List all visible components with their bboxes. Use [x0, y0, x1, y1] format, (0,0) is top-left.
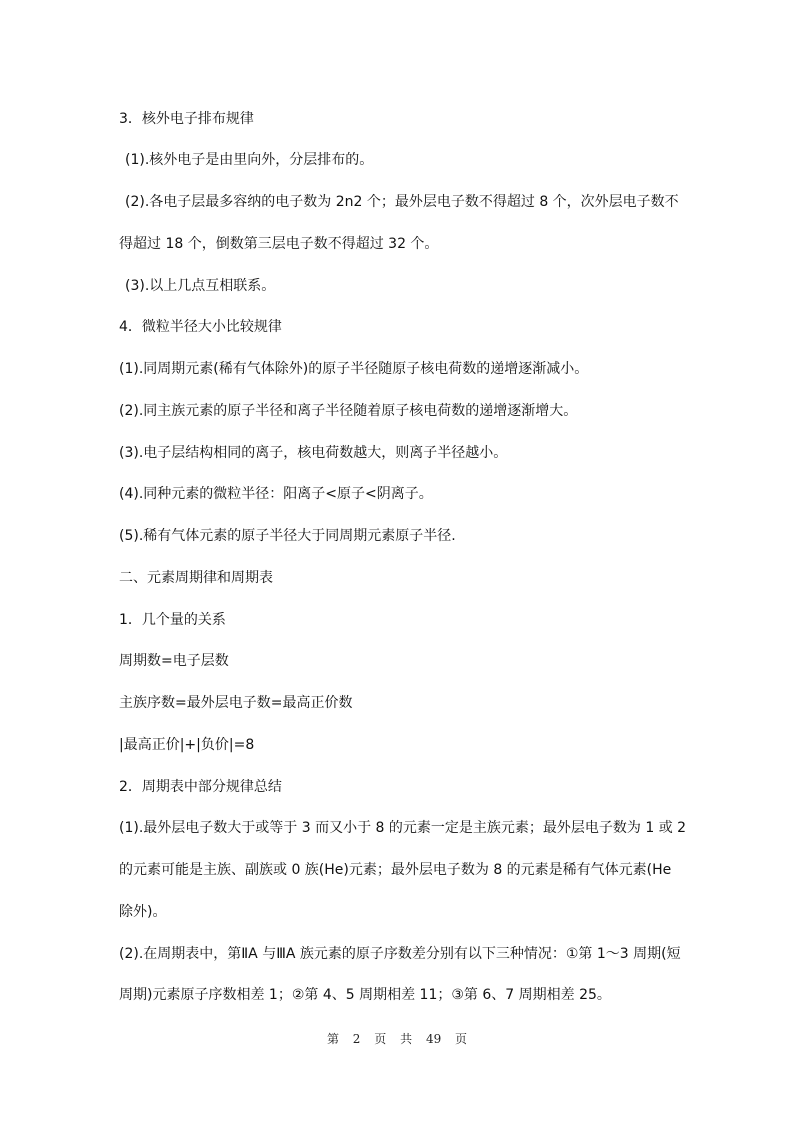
heading-electron-arrangement: 3．核外电子排布规律 — [119, 111, 254, 127]
heading-quantity-relations: 1．几个量的关系 — [119, 612, 226, 628]
footer-middle2: 共 — [400, 1032, 413, 1046]
paragraph-line: (2).各电子层最多容纳的电子数为 2n2 个；最外层电子数不得超过 8 个，次外层电子数不 — [125, 194, 679, 210]
footer-prefix: 第 — [326, 1032, 339, 1046]
paragraph-line: 除外)。 — [119, 904, 167, 920]
paragraph-line: (1).核外电子是由里向外，分层排布的。 — [125, 152, 374, 168]
paragraph-line: 得超过 18 个，倒数第三层电子数不得超过 32 个。 — [119, 236, 439, 252]
paragraph-line: 主族序数=最外层电子数=最高正价数 — [119, 695, 353, 711]
paragraph-line: (2).同主族元素的原子半径和离子半径随着原子核电荷数的递增逐渐增大。 — [119, 403, 578, 419]
paragraph-line: 周期)元素原子序数相差 1；②第 4、5 周期相差 11；③第 6、7 周期相差 25。 — [119, 987, 611, 1003]
paragraph-line: (3).电子层结构相同的离子，核电荷数越大，则离子半径越小。 — [119, 445, 508, 461]
paragraph-line: (1).最外层电子数大于或等于 3 而又小于 8 的元素一定是主族元素；最外层电子数为 1 或 2 — [119, 820, 687, 836]
footer-page-number: 2 — [352, 1032, 361, 1046]
footer-total-pages: 49 — [425, 1032, 442, 1046]
paragraph-line: 周期数=电子层数 — [119, 653, 229, 669]
paragraph-line: |最高正价|+|负价|=8 — [119, 737, 255, 753]
paragraph-line: (1).同周期元素(稀有气体除外)的原子半径随原子核电荷数的递增逐渐减小。 — [119, 361, 589, 377]
page-footer — [0, 1030, 794, 1047]
footer-suffix: 页 — [455, 1032, 468, 1046]
section-heading-periodic-law: 二、元素周期律和周期表 — [119, 570, 273, 586]
heading-periodic-table-rules: 2．周期表中部分规律总结 — [119, 779, 282, 795]
paragraph-line: (4).同种元素的微粒半径：阳离子<原子<阴离子。 — [119, 486, 433, 502]
paragraph-line: (5).稀有气体元素的原子半径大于同周期元素原子半径. — [119, 528, 456, 544]
paragraph-line: 的元素可能是主族、副族或 0 族(He)元素；最外层电子数为 8 的元素是稀有气体元素(He — [119, 862, 672, 878]
footer-middle1: 页 — [374, 1032, 387, 1046]
paragraph-line: (3).以上几点互相联系。 — [125, 278, 276, 294]
heading-particle-radius: 4．微粒半径大小比较规律 — [119, 319, 282, 335]
paragraph-line: (2).在周期表中，第ⅡA 与ⅢA 族元素的原子序数差分别有以下三种情况：①第 1～3 周期(短 — [119, 946, 681, 962]
